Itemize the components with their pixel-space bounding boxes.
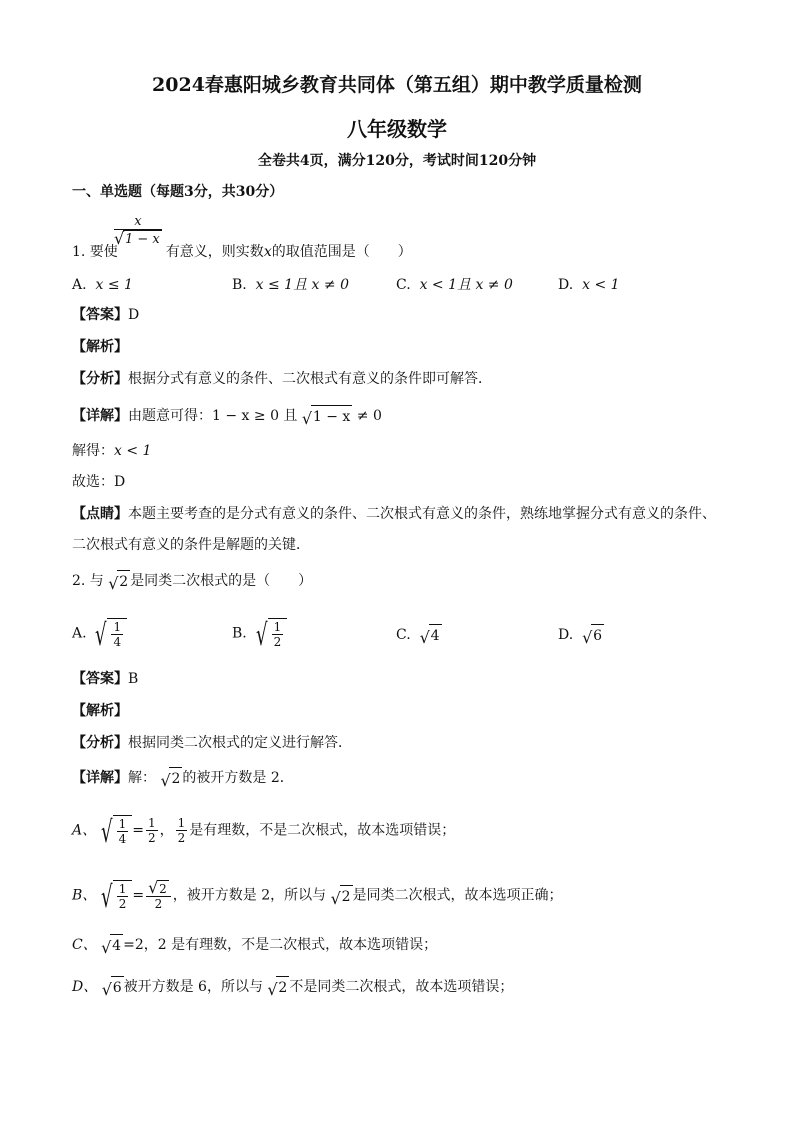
q2-explain-b-radicand2: 2 xyxy=(340,885,353,907)
q2-option-d-sqrt: √ 6 xyxy=(582,624,604,646)
q2-explain-c-text: =2，2 是有理数，不是二次根式，故本选项错误； xyxy=(123,937,438,953)
q2-answer-value: B xyxy=(128,671,139,687)
q2-explain-d-radicand: 6 xyxy=(111,976,124,998)
q1-option-a xyxy=(72,275,133,295)
q1-comment-tag: 【点睛】 xyxy=(72,506,128,522)
q1-option-d xyxy=(558,275,620,295)
q1-answer-tag: 【答案】 xyxy=(72,307,128,323)
q2-fenxi xyxy=(72,733,352,753)
q2-option-b xyxy=(232,618,287,653)
q2-explain-b-label: B、 xyxy=(72,887,97,904)
q1-detail xyxy=(72,405,382,427)
q1-comment-2: 二次根式有意义的条件是解题的关键． xyxy=(72,537,310,553)
q2-explain-b-sqrt2: √ 2 xyxy=(331,885,353,907)
q2-explain-b-num: 1 xyxy=(118,882,127,896)
q1-choice: 故选：D xyxy=(72,474,126,490)
q2-option-c xyxy=(396,624,442,646)
q1-solution-value: x < 1 xyxy=(114,443,152,459)
q1-detail-text-b: ≠ 0 xyxy=(356,408,382,424)
q1-fenxi-tag: 【分析】 xyxy=(72,371,128,387)
q1-frac-num: x xyxy=(114,214,162,230)
q2-explain-a-half-den: 2 xyxy=(177,831,186,845)
q2-explain-d xyxy=(72,976,513,998)
q2-detail-sqrt: √ 2 xyxy=(160,767,182,789)
q2-option-c-sqrt: √ 4 xyxy=(420,624,442,646)
q2-explain-b-result: √ 2 2 xyxy=(146,880,171,911)
q1-option-c xyxy=(396,275,513,295)
q2-option-b-sqrt: √ $\frac{1}{2}$ xyxy=(256,618,288,649)
q2-fenxi-tag: 【分析】 xyxy=(72,735,128,751)
q2-stem xyxy=(72,570,312,592)
q1-option-d-letter: D. xyxy=(558,277,574,293)
q2-explain-d-sqrt: √ 6 xyxy=(102,976,124,998)
q1-fenxi xyxy=(72,369,492,389)
q2-analysis-label: 【解析】 xyxy=(72,703,128,719)
q2-explain-a-comma: ， xyxy=(159,822,174,839)
q2-explain-a-text: 是有理数，不是二次根式，故本选项错误； xyxy=(189,822,456,839)
q2-explain-b-result-den: 2 xyxy=(154,897,163,911)
q1-answer xyxy=(72,305,139,325)
q2-analysis-tag xyxy=(72,701,128,721)
q2-explain-a-result-den: 2 xyxy=(147,831,156,845)
q1-option-a-text: x ≤ 1 xyxy=(95,277,133,293)
q1-sqrt: √ 1 − x xyxy=(114,229,160,248)
q1-analysis-label: 【解析】 xyxy=(72,339,128,355)
q2-option-c-radicand: 4 xyxy=(429,624,442,646)
q2-option-a xyxy=(72,618,127,653)
q2-option-a-sqrt: √ $\frac{1}{4}$ xyxy=(95,618,127,649)
q2-prefix: 2. 与 xyxy=(72,573,104,589)
q2-explain-a-half-num: 1 xyxy=(177,816,186,830)
q2-option-a-letter: A. xyxy=(72,625,87,642)
q2-option-b-letter: B. xyxy=(232,625,247,642)
q1-fenxi-text: 根据分式有意义的条件、二次根式有意义的条件即可解答． xyxy=(128,371,492,387)
q1-detail-sqrt: √ 1 − x xyxy=(302,405,352,427)
q1-tail: 的取值范围是（ ） xyxy=(271,244,412,260)
q2-explain-d-radicand2: 2 xyxy=(276,976,289,998)
q2-explain-d-text: 被开方数是 6，所以与 xyxy=(123,979,263,995)
q2-explain-d-sqrt2: √ 2 xyxy=(267,976,289,998)
q2-explain-b-text2: 是同类二次根式，故本选项正确； xyxy=(352,887,563,904)
q2-explain-a-label: A、 xyxy=(72,822,97,839)
q1-frac-den: 1 − x xyxy=(125,232,160,247)
q1-option-a-letter: A. xyxy=(72,277,87,293)
q2-option-d xyxy=(558,624,604,646)
q2-sqrt: √ 2 xyxy=(108,570,130,592)
q1-detail-tag: 【详解】 xyxy=(72,408,128,424)
q1-answer-value: D xyxy=(128,307,140,323)
exam-subtitle: 八年级数学 xyxy=(347,117,447,141)
q2-explain-c-radicand: 4 xyxy=(110,934,123,956)
q1-detail-radicand: 1 − x xyxy=(311,405,352,427)
q2-explain-c xyxy=(72,934,437,956)
q2-option-b-num: 1 xyxy=(273,620,282,634)
q2-explain-a-result xyxy=(146,816,158,845)
q2-explain-d-text2: 不是同类二次根式，故本选项错误； xyxy=(289,979,514,995)
q2-explain-b-result-radicand: 2 xyxy=(159,882,167,896)
q1-option-c-text: x < 1且 x ≠ 0 xyxy=(419,277,513,293)
q2-explain-a-den: 4 xyxy=(118,832,127,846)
q2-explain-a-sqrt: √ $\frac{1}{4}$ xyxy=(101,815,133,846)
q2-radicand: 2 xyxy=(117,570,130,592)
q2-option-b-den: 2 xyxy=(273,635,282,649)
q1-suffix: 有意义，则实数 xyxy=(165,244,264,260)
q1-comment-1 xyxy=(72,504,716,524)
q1-solution xyxy=(72,441,151,461)
q2-explain-a-half xyxy=(176,816,188,845)
q2-option-c-letter: C. xyxy=(396,627,411,643)
q2-answer xyxy=(72,669,138,689)
q2-detail-text-a: 解： xyxy=(128,770,156,786)
q2-explain-a: A、 √ $\frac{1}{4}$ = $\frac{1}{2}$ ， $\frac{1}{2}$ 是有理数，不是二次根式，故本选项错误； xyxy=(72,815,456,850)
q1-prefix: 1. 要使 xyxy=(72,244,118,260)
q1-option-d-text: x < 1 xyxy=(582,277,620,293)
q2-tail: 是同类二次根式的是（ ） xyxy=(130,573,313,589)
section-heading: 一、单选题（每题3分，共30分） xyxy=(72,184,284,200)
q2-explain-b: B、 √ $\frac{1}{2}$ = √ 2 2 ，被开方数是 2，所以与 √ 2 是同类二次根式，故本选项正确； xyxy=(72,878,563,915)
q1-option-b-letter: B. xyxy=(232,277,247,293)
q2-explain-a-num: 1 xyxy=(118,817,127,831)
q1-option-b xyxy=(232,275,349,295)
q2-explain-b-den: 2 xyxy=(118,897,127,911)
q2-fenxi-text: 根据同类二次根式的定义进行解答． xyxy=(128,735,352,751)
q1-detail-text-a: 由题意可得：1 − x ≥ 0 且 xyxy=(128,408,298,424)
exam-title: 2024春惠阳城乡教育共同体（第五组）期中教学质量检测 xyxy=(152,74,642,96)
q1-var: x xyxy=(263,244,272,260)
q2-explain-d-label: D、 xyxy=(72,979,98,995)
q2-explain-b-text: ，被开方数是 2，所以与 xyxy=(172,887,327,904)
q1-option-b-text: x ≤ 1且 x ≠ 0 xyxy=(255,277,349,293)
q2-option-a-num: 1 xyxy=(113,620,122,634)
q1-option-c-letter: C. xyxy=(396,277,411,293)
q2-option-d-letter: D. xyxy=(558,627,574,643)
q2-answer-tag: 【答案】 xyxy=(72,671,128,687)
q2-explain-c-sqrt: √ 4 xyxy=(101,934,123,956)
q2-explain-b-sqrt: √ $\frac{1}{2}$ xyxy=(101,880,133,911)
q2-detail-tag: 【详解】 xyxy=(72,770,128,786)
q1-comment-text-1: 本题主要考查的是分式有意义的条件、二次根式有意义的条件，熟练地掌握分式有意义的条件、 xyxy=(128,506,716,522)
exam-info: 全卷共4页，满分120分，考试时间120分钟 xyxy=(257,153,537,169)
q2-detail xyxy=(72,767,294,789)
q2-detail-text-b: 的被开方数是 2． xyxy=(182,770,294,786)
q2-option-d-radicand: 6 xyxy=(591,624,604,646)
q1-analysis-tag xyxy=(72,337,128,357)
q2-option-a-den: 4 xyxy=(113,635,122,649)
q1-stem xyxy=(72,242,412,262)
q1-solution-label: 解得： xyxy=(72,443,114,459)
q2-explain-a-result-num: 1 xyxy=(147,816,156,830)
q2-explain-c-label: C、 xyxy=(72,937,97,953)
q2-detail-radicand: 2 xyxy=(169,767,182,789)
